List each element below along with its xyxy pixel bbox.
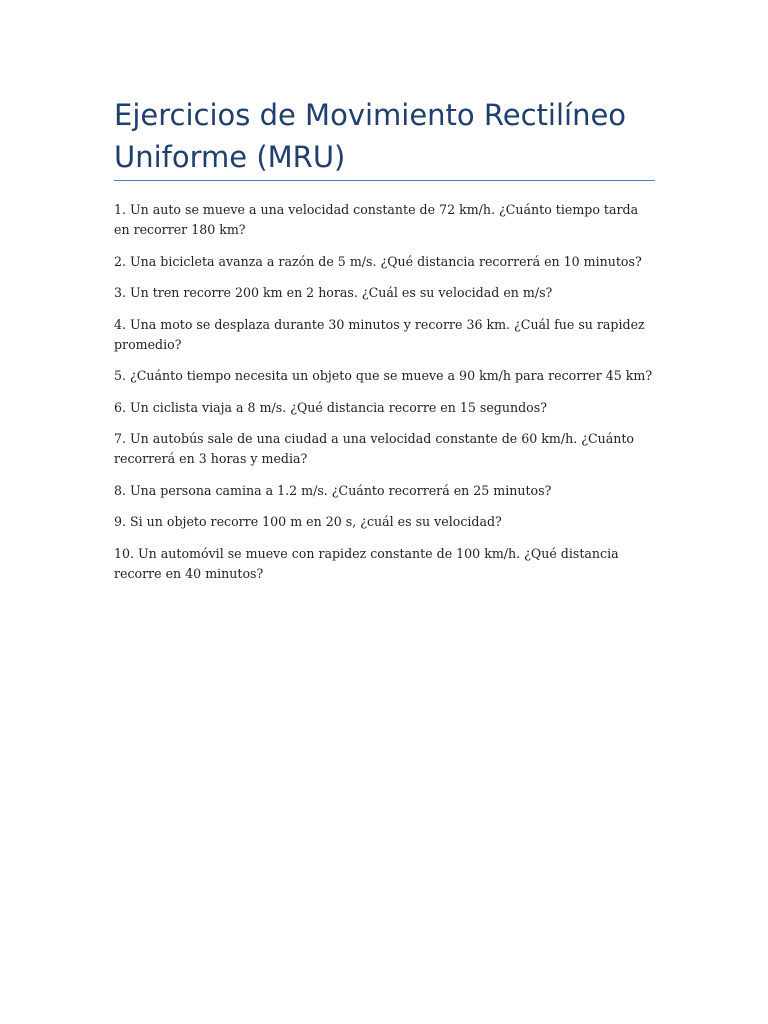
- exercise-item: 3. Un tren recorre 200 km en 2 horas. ¿Cuál es su velocidad en m/s?: [114, 285, 553, 300]
- exercise-item: 7. Un autobús sale de una ciudad a una velocidad constante de 60 km/h. ¿Cuánto recorrerá en 3 horas y media?: [114, 431, 634, 466]
- exercise-item: 4. Una moto se desplaza durante 30 minutos y recorre 36 km. ¿Cuál fue su rapidez promedio?: [114, 316, 645, 352]
- exercise-item: 8. Una persona camina a 1.2 m/s. ¿Cuánto recorrerá en 25 minutos?: [114, 482, 552, 498]
- exercise-item: 6. Un ciclista viaja a 8 m/s. ¿Qué distancia recorre en 15 segundos?: [114, 399, 547, 415]
- exercise-item: 1. Un auto se mueve a una velocidad constante de 72 km/h. ¿Cuánto tiempo tarda en recorrer 180 km?: [114, 202, 639, 237]
- title-divider: [114, 180, 655, 181]
- document-title: Ejercicios de Movimiento Rectilíneo Uniforme (MRU): [114, 98, 627, 174]
- exercise-item: 2. Una bicicleta avanza a razón de 5 m/s. ¿Qué distancia recorrerá en 10 minutos?: [114, 253, 642, 269]
- exercise-list: [114, 200, 654, 595]
- exercise-item: 5. ¿Cuánto tiempo necesita un objeto que se mueve a 90 km/h para recorrer 45 km?: [114, 368, 653, 383]
- exercise-item: 9. Si un objeto recorre 100 m en 20 s, ¿cuál es su velocidad?: [114, 514, 502, 529]
- exercise-item: 10. Un automóvil se mueve con rapidez constante de 100 km/h. ¿Qué distancia recorre en 40 minutos?: [114, 545, 619, 581]
